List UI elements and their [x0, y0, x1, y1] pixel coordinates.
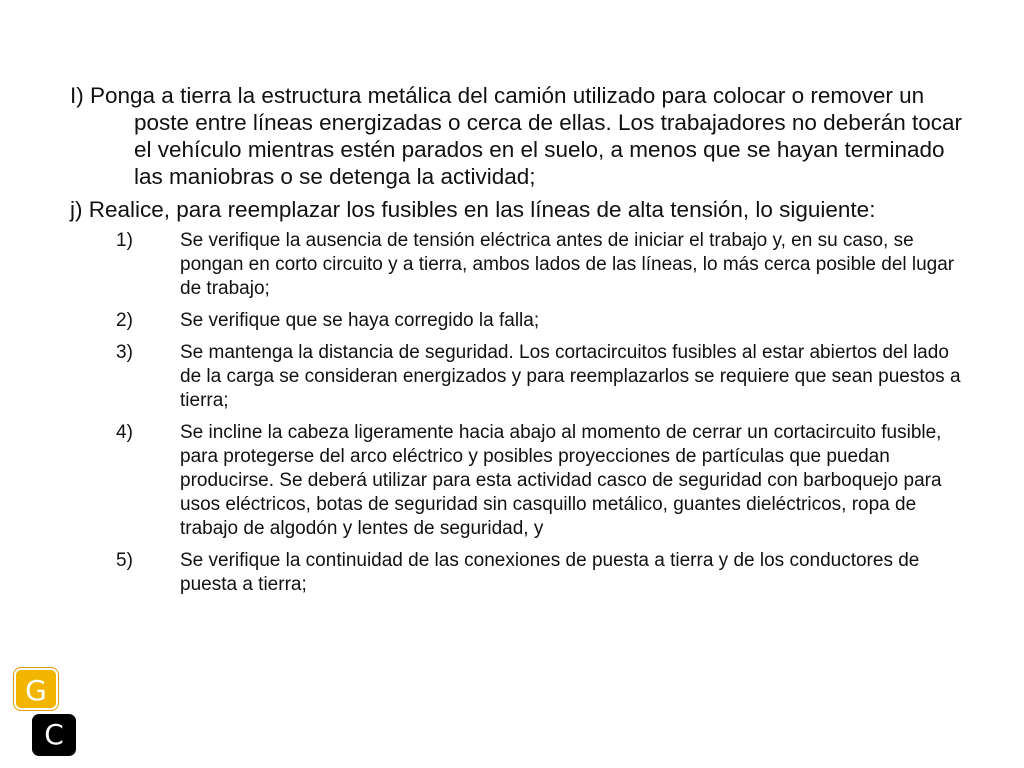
- list-item: [70, 549, 970, 597]
- list-item-number: 3): [116, 342, 133, 363]
- list-item-text: Se verifique la ausencia de tensión eléctrica antes de iniciar el trabajo y, en su caso, se pongan en corto circuito y a tierra, ambos lados de las líneas, lo más cerca posible del lugar de trabajo;: [180, 230, 955, 299]
- list-item-number: 1): [116, 230, 133, 251]
- main-item-j-text: j) Realice, para reemplazar los fusibles en las líneas de alta tensión, lo siguiente:: [70, 197, 876, 222]
- sub-list: [70, 229, 970, 597]
- list-item-text: Se verifique la continuidad de las conexiones de puesta a tierra y de los conductores de puesta a tierra;: [180, 550, 920, 595]
- list-item-number: 5): [116, 550, 133, 571]
- list-item: [70, 309, 970, 333]
- list-item-text: Se mantenga la distancia de seguridad. Los cortacircuitos fusibles al estar abiertos del lado de la carga se consideran energizados y para reemplazarlos se requiere que sean puestos a tierra;: [180, 342, 961, 411]
- list-item-number: 4): [116, 422, 133, 443]
- list-item-text: Se incline la cabeza ligeramente hacia abajo al momento de cerrar un cortacircuito fusible, para protegerse del arco eléctrico y posibles proyecciones de partículas que puedan producirse. Se deberá utilizar para esta actividad casco de seguridad con barboquejo para usos eléctricos, botas de seguridad sin casquillo metálico, guantes dieléctricos, ropa de trabajo de algodón y lentes de seguridad, y: [180, 422, 942, 539]
- c-badge[interactable]: C: [32, 714, 76, 756]
- main-item-l: I) Ponga a tierra la estructura metálica del camión utilizado para colocar o remover un poste entre líneas energizadas o cerca de ellas. Los trabajadores no deberán tocar el vehículo mientras estén parados en el suelo, a menos que se hayan terminado las maniobras o se detenga la actividad;: [70, 83, 963, 189]
- g-badge[interactable]: G: [14, 668, 58, 710]
- list-item: [70, 421, 970, 541]
- list-item: [70, 341, 970, 413]
- list-item: [70, 229, 970, 301]
- list-item-text: Se verifique que se haya corregido la falla;: [180, 310, 540, 331]
- main-item-j: [70, 196, 970, 597]
- list-item-number: 2): [116, 310, 133, 331]
- slide-content: [70, 82, 970, 605]
